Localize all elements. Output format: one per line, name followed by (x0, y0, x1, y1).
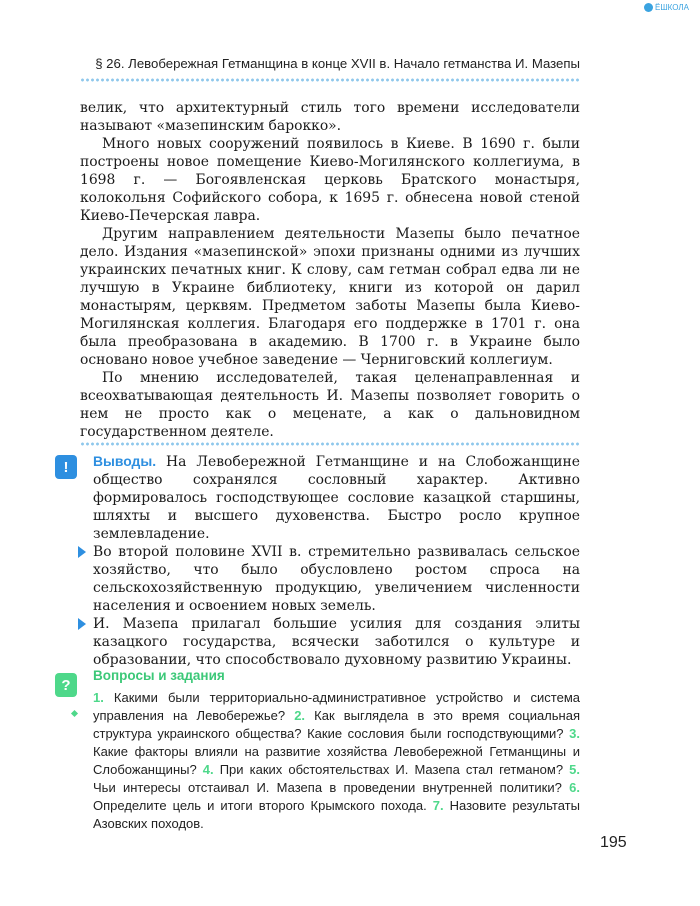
running-header: § 26. Левобережная Гетманщина в конце XVII в. Начало гетманства И. Мазепы (95, 56, 580, 71)
questions-title: Вопросы и задания (93, 668, 225, 683)
header-divider (80, 78, 580, 82)
question-number: 1. (93, 690, 104, 705)
question-text: Какие факторы влияли на развитие хозяйства Левобережной Гетманщины и Слобожанщины? (93, 744, 580, 777)
conclusion-item: И. Мазепа прилагал большие усилия для создания элиты казацкого государства, всячески заботился о культуре и образовании, что способствовало духовному развитию Украины. (93, 615, 580, 669)
conclusions-label: Выводы. (93, 453, 157, 469)
publisher-logo (644, 0, 696, 14)
question-number: 2. (294, 708, 306, 723)
section-divider (80, 442, 580, 446)
logo-text: ЁШКОЛА (655, 2, 689, 12)
exclamation-icon: ! (55, 455, 77, 479)
question-number: 6. (569, 780, 580, 795)
question-text: Чьи интересы отстаивал И. Мазепа в проведении внутренней политики? (93, 780, 562, 795)
conclusions-block (93, 452, 580, 669)
question-mark-icon: ? (55, 673, 77, 697)
conclusion-intro (93, 452, 580, 543)
question-number: 4. (202, 762, 214, 777)
question-text: Назовите результаты Азовских походов. (93, 798, 580, 831)
conclusion-item: Во второй половине XVII в. стремительно развивалась сельское хозяйство, что было обусловлено ростом спроса на сельскохозяйственную продукцию, увеличением численности населения и освоением новых земель. (93, 543, 580, 615)
page-number: 195 (600, 834, 627, 851)
question-text: Как выглядела в это время социальная структура украинского общества? Какие сословия были господствующими? (93, 708, 580, 741)
conclusion-text: На Левобережной Гетманщине и на Слобожанщине общество сохранялся сословный характер. Активно формировалось господствующее сословие казацкой старшины, шляхты и высшего духовенства. Быстро росло крупное землевладение. (93, 454, 580, 542)
question-number: 7. (432, 798, 444, 813)
paragraph: По мнению исследователей, такая целенаправленная и всеохватывающая деятельность И. Мазепы позволяет говорить о нем не просто как о меценате, а как о дальновидном государственном деятеле. (80, 370, 580, 440)
question-text: При каких обстоятельствах И. Мазепа стал гетманом? (219, 762, 564, 777)
paragraph: Много новых сооружений появилось в Киеве. В 1690 г. были построены новое помещение Киево-Могилянского коллегиума, в 1698 г. — Богоявленская церковь Братского монастыря, колокольня Софийского собора, к 1695 г. обнесена новой стеной Киево-Печерская лавра. (80, 136, 580, 224)
main-text (80, 99, 580, 441)
question-number: 3. (569, 726, 580, 741)
question-text: Определите цель и итоги второго Крымского похода. (93, 798, 427, 813)
questions-list (93, 689, 580, 833)
diamond-bullet-icon (71, 710, 78, 717)
question-number: 5. (569, 762, 580, 777)
question-text: Какими были территориально-административное устройство и система управления на Левобережье? (93, 690, 580, 723)
paragraph: Другим направлением деятельности Мазепы было печатное дело. Издания «мазепинской» эпохи признаны одними из лучших украинских печатных книг. К слову, сам гетман собрал едва ли не лучшую в Украине библиотеку, книги из которой он дарил монастырям, церквям. Предметом заботы Мазепы была Киево-Могилянская коллегия. Благодаря его поддержке в 1701 г. она была преобразована в академию. В 1700 г. в Украине было основано новое учебное заведение — Черниговский коллегиум. (80, 226, 580, 368)
paragraph: велик, что архитектурный стиль того времени исследователи называют «мазепинским барокко». (80, 100, 580, 134)
triangle-bullet-icon (78, 546, 86, 558)
logo-icon (644, 3, 653, 12)
triangle-bullet-icon (78, 618, 86, 630)
